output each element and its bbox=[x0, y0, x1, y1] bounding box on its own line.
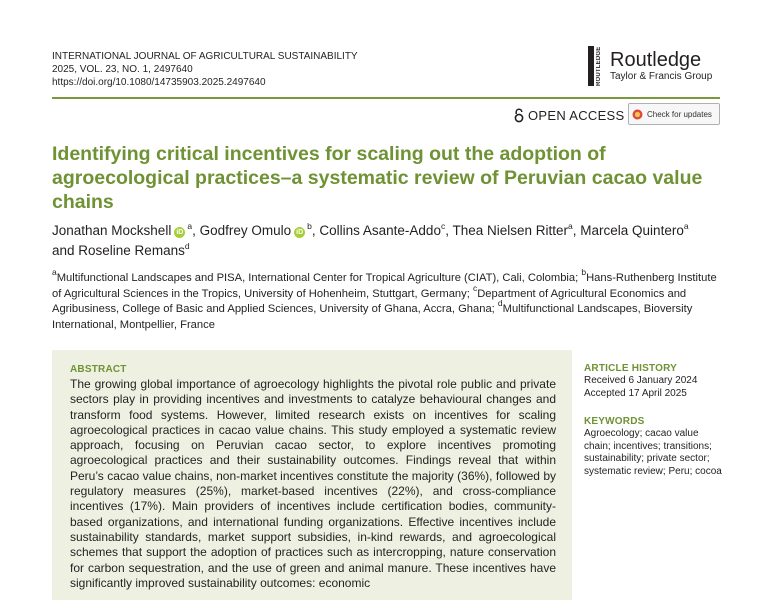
article-sidebar bbox=[584, 363, 724, 478]
affiliation-mark: a bbox=[52, 267, 57, 277]
author-separator: , bbox=[572, 223, 581, 238]
author-separator: , bbox=[311, 223, 320, 238]
affiliation-text: Department of Agricultural Economics and Agribusiness, College of Basic and Applied Sciences, University of Ghana, Accra, Ghana; bbox=[52, 287, 687, 315]
abstract-text: The growing global importance of agroecology highlights the pivotal role public and private sectors play in providing incentives and investments to catalyze behavioural changes and transform food systems. However, limited research exists on incentives for scaling agroecological practices in cacao value chains. This study employed a systematic review approach, focusing on Peruvian cacao sector, to explore incentives promoting agroecological practices and their sustainability outcomes. Findings reveal that within Peru’s cacao value chains, non-market incentives constitute the majority (36%), followed by regulatory measures (25%), market-based incentives (22%), and cross-compliance incentives (17%). Main providers of incentives include certification bodies, community-based organizations, and international funding organizations. Effective incentives include sustainability standards, market support subsidies, in-kind rewards, and agroecological schemes that support the adoption of practices such as intercropping, nature conservation for carbon sequestration, and the use of green and animal manure. These incentives have significantly improved sustainability outcomes: economic bbox=[70, 377, 556, 590]
affiliation-text: Multifunctional Landscapes, Bioversity International, Montpellier, France bbox=[52, 303, 693, 331]
author-separator: and bbox=[52, 243, 79, 258]
author-name[interactable]: Thea Nielsen Ritter bbox=[452, 223, 569, 238]
affiliation-mark: d bbox=[497, 298, 503, 308]
check-updates-icon bbox=[632, 109, 643, 120]
journal-name: INTERNATIONAL JOURNAL OF AGRICULTURAL SUSTAINABILITY bbox=[52, 51, 358, 62]
author-name[interactable]: Collins Asante-Addo bbox=[319, 223, 441, 238]
author-name[interactable]: Godfrey Omulo bbox=[199, 223, 292, 238]
journal-header bbox=[52, 50, 358, 89]
publisher-logo bbox=[588, 46, 712, 86]
affiliation-mark: d bbox=[184, 241, 190, 251]
affiliation-mark: c bbox=[440, 221, 446, 231]
history-heading: ARTICLE HISTORY bbox=[584, 363, 678, 374]
abstract-heading: ABSTRACT bbox=[70, 364, 127, 375]
publisher-name: Routledge bbox=[610, 49, 702, 71]
orcid-icon[interactable]: iD bbox=[296, 229, 304, 236]
header-rule bbox=[52, 97, 720, 99]
affiliation-mark: c bbox=[472, 282, 478, 293]
keywords-heading: KEYWORDS bbox=[584, 416, 645, 427]
affiliation-text: Hans-Ruthenberg Institute of Agricultural Sciences in the Tropics, University of Hohenheim, Stuttgart, Germany; bbox=[52, 272, 717, 300]
journal-doi[interactable]: https://doi.org/10.1080/14735903.2025.2497640 bbox=[52, 77, 266, 88]
abstract-box bbox=[52, 350, 572, 600]
affiliation-text: Multifunctional Landscapes and PISA, International Center for Tropical Agriculture (CIAT), Cali, Colombia; bbox=[56, 272, 582, 284]
accepted-date: Accepted 17 April 2025 bbox=[584, 387, 687, 399]
affiliations bbox=[52, 267, 722, 333]
affiliation-mark: a bbox=[568, 221, 573, 231]
author-name[interactable]: Roseline Remans bbox=[78, 243, 185, 258]
affiliation-mark: a bbox=[683, 221, 689, 231]
affiliation-mark: a bbox=[187, 221, 193, 231]
check-updates-button[interactable]: Check for updates bbox=[628, 103, 720, 125]
article-title: Identifying critical incentives for scaling out the adoption of agroecological practices–a systematic review of Peruvian cacao value chains bbox=[52, 143, 703, 213]
keywords-text: Agroecology; cacao value chain; incentives; transitions; sustainability; private sector; systematic review; Peru; cocoa bbox=[584, 428, 722, 477]
affiliation-mark: b bbox=[581, 267, 587, 277]
journal-volume: 2025, VOL. 23, NO. 1, 2497640 bbox=[52, 64, 193, 75]
author-separator: , bbox=[445, 223, 453, 238]
publisher-group: Taylor & Francis Group bbox=[610, 71, 713, 82]
open-access-label: OPEN ACCESS bbox=[514, 108, 625, 123]
author-separator: , bbox=[192, 223, 200, 238]
affiliation-mark: b bbox=[307, 221, 312, 231]
orcid-icon[interactable]: iD bbox=[176, 229, 184, 236]
author-name[interactable]: Jonathan Mockshell bbox=[52, 223, 172, 238]
received-date: Received 6 January 2024 bbox=[584, 375, 698, 386]
author-list bbox=[52, 221, 712, 261]
lock-icon bbox=[514, 108, 524, 123]
routledge-logo: ROUTLEDGE bbox=[588, 46, 604, 86]
author-name[interactable]: Marcela Quintero bbox=[580, 223, 684, 238]
